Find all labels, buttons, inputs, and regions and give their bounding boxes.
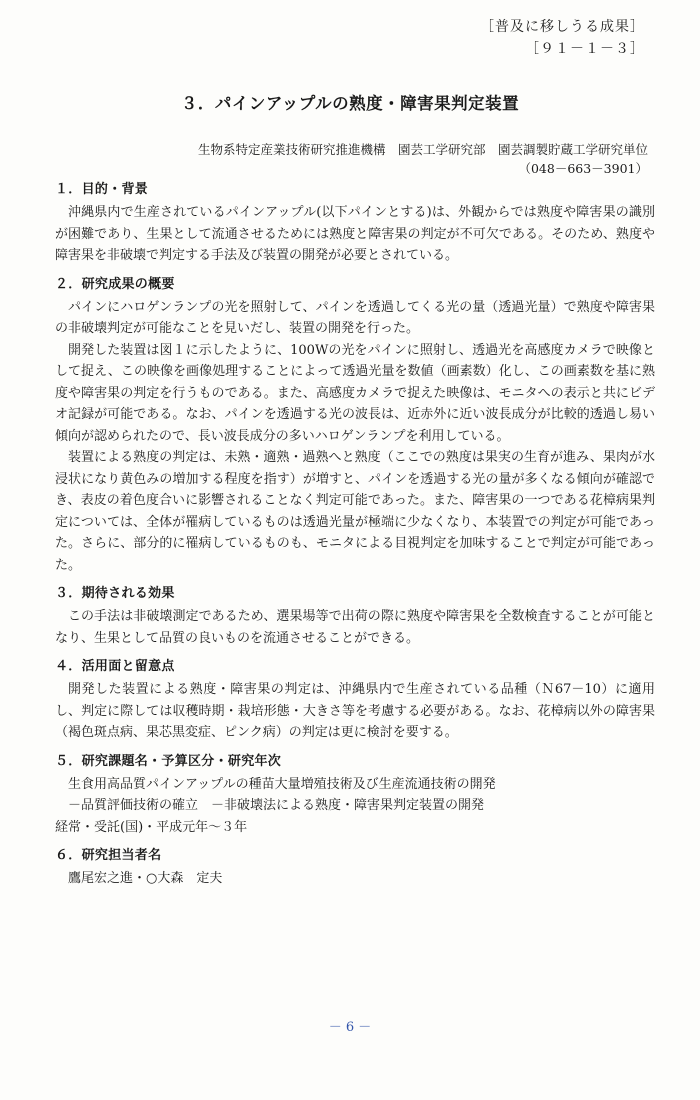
page-number: － 6 －: [328, 1020, 372, 1035]
paragraph: 沖縄県内で生産されているパインアップル(以下パインとする)は、外観からでは熟度や障害果の識別が困難であり、生果として流通させるためには熟度と障害果の判定が不可欠である。そのため、熟度や障害果を非破壊で判定する手法及び装置の開発が必要とされている。: [55, 205, 655, 263]
section-researchers: [55, 846, 655, 890]
main-content: [55, 174, 655, 898]
section-heading: １．目的・背景: [55, 182, 149, 197]
tag-line-1: ［普及に移しうる成果］: [480, 19, 645, 35]
budget-period: 経常・受託(国)・平成元年～３年: [55, 819, 248, 835]
classification-tag: [480, 16, 645, 60]
paragraph: パインにハロゲンランプの光を照射して、パインを透過してくる光の量（透過光量）で熟度や障害果の非破壊判定が可能なことを見いだし、装置の開発を行った。: [55, 299, 655, 336]
affiliation: 生物系特定産業技術研究推進機構 園芸工学研究部 園芸調製貯蔵工学研究単位: [197, 142, 648, 157]
project-name: 生食用高品質パインアップルの種苗大量増殖技術及び生産流通技術の開発: [68, 776, 496, 792]
section-results: [55, 275, 655, 577]
paragraph: 装置による熟度の判定は、未熟・適熟・過熟へと熟度（ここでの熟度は果実の生育が進み、果肉が水浸状になり黄色みの増加する程度を指す）が増すと、パインを透過する光の量が多くなる傾向が確認でき、表皮の着色度合いに影響されることなく判定可能であった。また、障害果の一つである花樟病果判定については、全体が罹病しているものは透過光量が極端に少なくなり、本装置での判定が可能であった。さらに、部分的に罹病しているものも、モニタによる目視判定を加味することで判定が可能であった。: [55, 450, 655, 573]
phone-number: （048－663－3901）: [518, 161, 648, 176]
section-heading: ２．研究成果の概要: [55, 276, 175, 292]
tag-line-2: ［９１－１－３］: [525, 41, 645, 57]
paragraph: 開発した装置は図１に示したように、100Wの光をパインに照射し、透過光を高感度カメラで映像として捉え、この映像を画像処理することによって透過光量を数値（画素数）化し、この画素数を基に熟度や障害果の判定を行うものである。また、高感度カメラで捉えた映像は、モニタへの表示と共にビデオ記録が可能である。なお、パインを透過する光の波長は、近赤外に近い波長成分が比較的透過し易い傾向が認められたので、長い波長成分の多いハロゲンランプを利用している。: [55, 342, 655, 444]
section-usage-notes: [55, 657, 655, 744]
page-title: ３．パインアップルの熟度・障害果判定装置: [180, 94, 520, 113]
section-heading: ５．研究課題名・予算区分・研究年次: [55, 753, 282, 769]
section-heading: ４．活用面と留意点: [55, 659, 175, 674]
paragraph: この手法は非破壊測定であるため、選果場等で出荷の際に熟度や障害果を全数検査することが可能となり、生果として品質の良いものを流通させることができる。: [55, 609, 655, 646]
section-effects: [55, 584, 655, 649]
project-subtopic: －品質評価技術の確立 －非破壊法による熟度・障害果判定装置の開発: [68, 798, 485, 813]
section-heading: ３．期待される効果: [55, 586, 175, 601]
section-heading: ６．研究担当者名: [55, 848, 162, 863]
paragraph: 開発した装置による熟度・障害果の判定は、沖縄県内で生産されている品種（Ｎ67－10）に適用し、判定に際しては収穫時期・栽培形態・大きさ等を考慮する必要がある。なお、花樟病以外の障害果（褐色斑点病、果芯黒変症、ピンク病）の判定は更に検討を要する。: [55, 682, 655, 740]
affiliation-block: [198, 140, 648, 178]
section-research-project: [55, 752, 655, 839]
researcher-names: 鷹尾宏之進・○大森 定夫: [68, 871, 223, 886]
section-purpose: [55, 180, 655, 267]
